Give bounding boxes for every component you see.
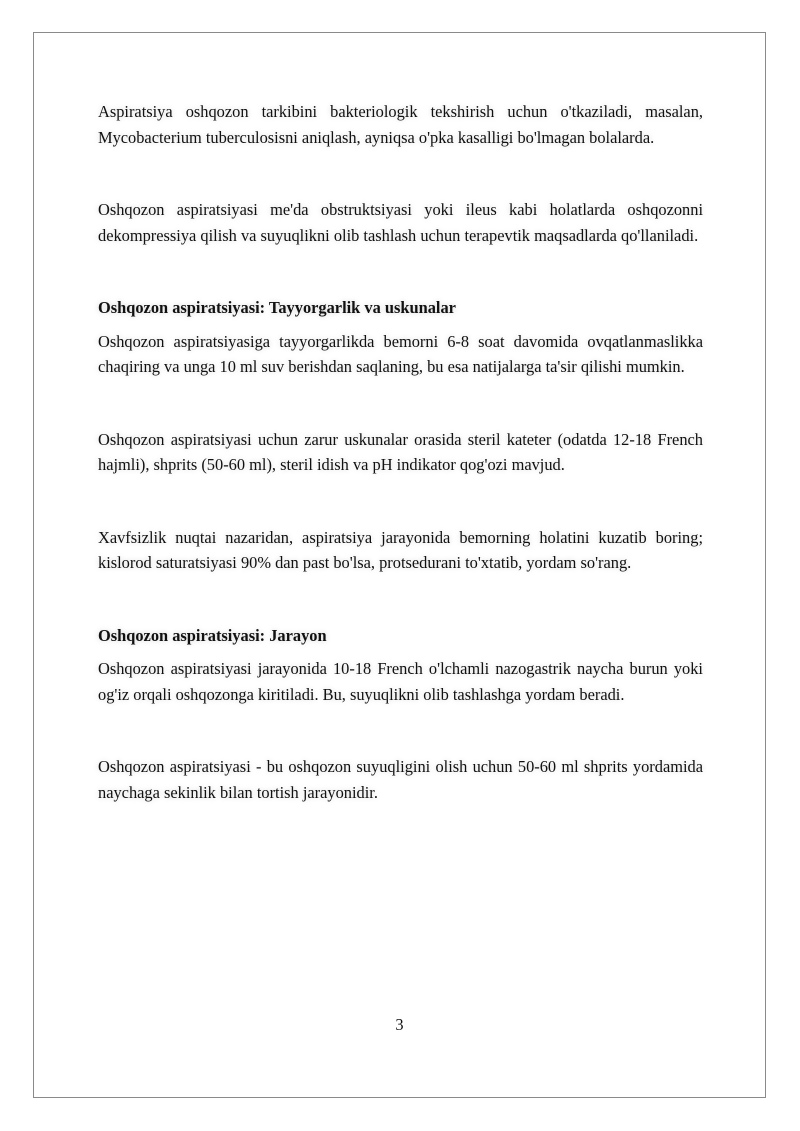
section-heading-preparation: Oshqozon aspiratsiyasi: Tayyorgarlik va uskunalar <box>98 298 456 317</box>
section-heading-procedure: Oshqozon aspiratsiyasi: Jarayon <box>98 625 327 645</box>
paragraph-procedure-2: Oshqozon aspiratsiyasi - bu oshqozon suyuqligini olish uchun 50-60 ml shprits yordamida naychaga sekinlik bilan tortish jarayonidir. <box>98 757 703 802</box>
paragraph-preparation-2: Oshqozon aspiratsiyasi uchun zarur uskunalar orasida steril kateter (odatda 12-18 French hajmli), shprits (50-60 ml), steril idish va pH indikator qog'ozi mavjud. <box>98 429 703 474</box>
paragraph-intro-1: Aspiratsiya oshqozon tarkibini bakteriologik tekshirish uchun o'tkaziladi, masalan, Mycobacterium tuberculosisni aniqlash, ayniqsa o'pka kasalligi bo'lmagan bolalarda. <box>98 102 703 147</box>
document-page <box>33 32 766 1098</box>
paragraph-procedure-1: Oshqozon aspiratsiyasi jarayonida 10-18 French o'lchamli nazogastrik naycha burun yoki og'iz orqali oshqozonga kiritiladi. Bu, suyuqlikni olib tashlashga yordam beradi. <box>98 659 703 704</box>
paragraph-preparation-1: Oshqozon aspiratsiyasiga tayyorgarlikda bemorni 6-8 soat davomida ovqatlanmaslikka chaqiring va unga 10 ml suv berishdan saqlaning, bu esa natijalarga ta'sir qilishi mumkin. <box>98 331 703 376</box>
paragraph-preparation-3: Xavfsizlik nuqtai nazaridan, aspiratsiya jarayonida bemorning holatini kuzatib boring; kislorod saturatsiyasi 90% dan past bo'lsa, protsedurani to'xtatib, yordam so'rang. <box>98 527 703 572</box>
page-content <box>98 99 703 805</box>
page-number: 3 <box>395 1015 404 1034</box>
paragraph-intro-2: Oshqozon aspiratsiyasi me'da obstruktsiyasi yoki ileus kabi holatlarda oshqozonni dekompressiya qilish va suyuqlikni olib tashlash uchun terapevtik maqsadlarda qo'llaniladi. <box>98 200 703 245</box>
